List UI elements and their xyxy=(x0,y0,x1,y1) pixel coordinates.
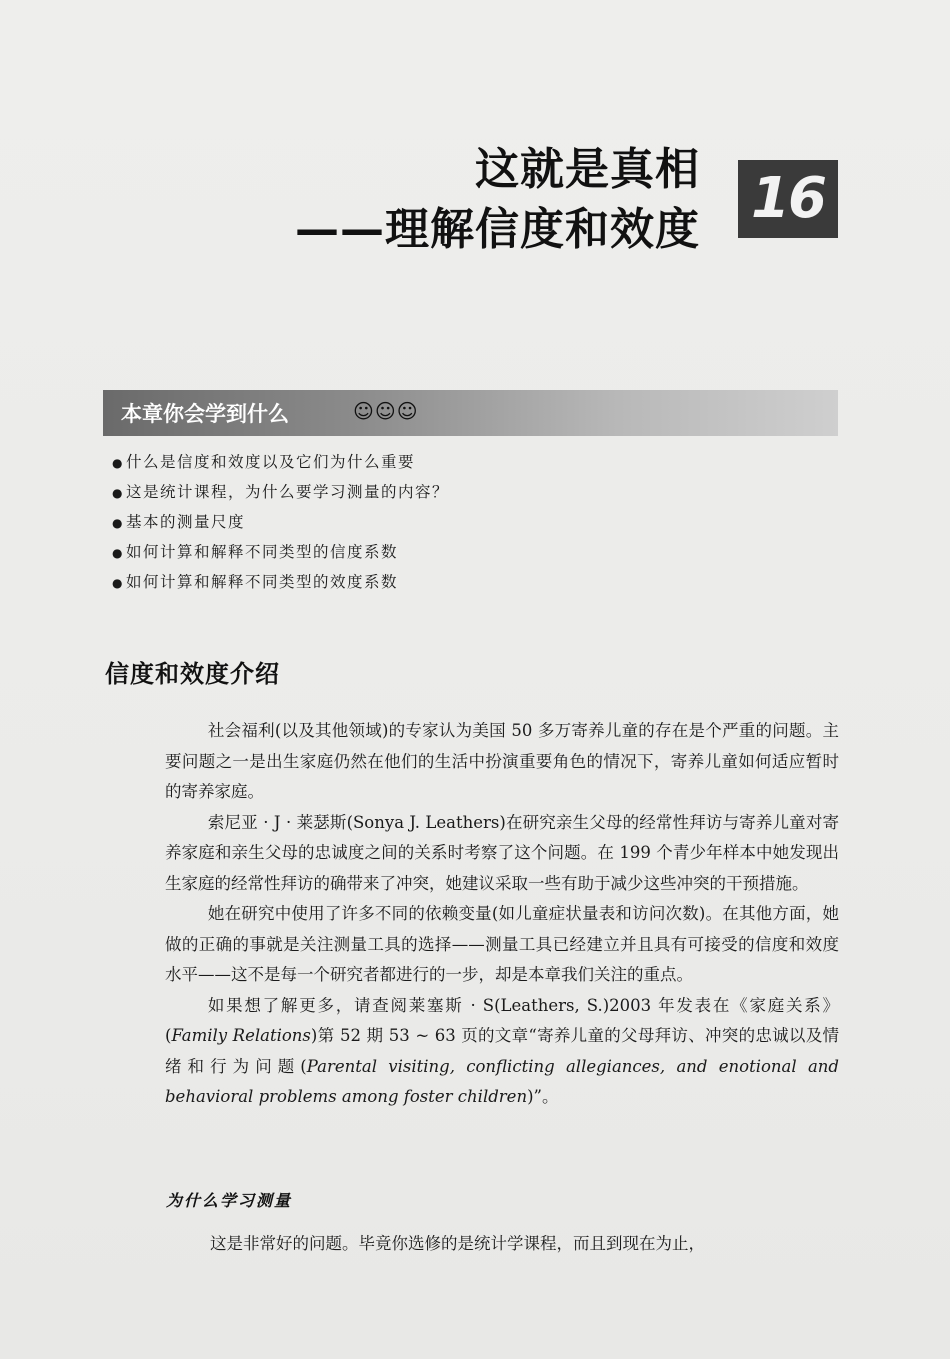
article-title: Parental visiting, conflicting allegiances, and enotional and behavioral problems among foster children xyxy=(165,1056,839,1106)
bullet-icon: ● xyxy=(112,516,124,530)
subsection-heading: 为什么学习测量 xyxy=(166,1191,293,1210)
learning-objectives-title: 本章你会学到什么 xyxy=(121,402,289,426)
paragraph-4: 如果想了解更多，请查阅莱塞斯 · S(Leathers, S.)2003 年发表在《家庭关系》(Family Relations)第 52 期 53 ~ 63 页的文章“寄养儿童的父母拜访、冲突的忠诚以及情绪和行为问题(Parental visiting, conflicting allegiances, and enotional and behavioral problems among foster children)”。 xyxy=(165,995,840,1106)
list-item: ● 这是统计课程，为什么要学习测量的内容？ xyxy=(112,481,449,511)
learning-objectives-list xyxy=(112,451,449,601)
smiley-icons: ☺☺☺ xyxy=(353,399,419,423)
subsection-first-line: 这是非常好的问题。毕竟你选修的是统计学课程，而且到现在为止， xyxy=(210,1234,705,1253)
bullet-icon: ● xyxy=(112,576,124,590)
chapter-title-line-2: ——理解信度和效度 xyxy=(295,204,700,255)
learning-objectives-banner xyxy=(103,390,838,436)
list-item: ● 如何计算和解释不同类型的效度系数 xyxy=(112,571,449,601)
journal-name: Family Relations xyxy=(171,1026,311,1045)
chapter-number-badge: 16 xyxy=(738,160,838,238)
bullet-icon: ● xyxy=(112,486,124,500)
chapter-title xyxy=(295,140,700,260)
bullet-icon: ● xyxy=(112,546,124,560)
list-item: ● 什么是信度和效度以及它们为什么重要 xyxy=(112,451,449,481)
paragraph-2: 索尼亚 · J · 莱瑟斯(Sonya J. Leathers)在研究亲生父母的经常性拜访与寄养儿童对寄养家庭和亲生父母的忠诚度之间的关系时考察了这个问题。在 199 个青少年样本中她发现出生家庭的经常性拜访的确带来了冲突，她建议采取一些有助于减少这些冲突的干预措施。 xyxy=(165,812,839,893)
chapter-title-line-1: 这就是真相 xyxy=(475,144,700,195)
section-body xyxy=(165,716,839,1113)
paragraph-1: 社会福利(以及其他领域)的专家认为美国 50 多万寄养儿童的存在是个严重的问题。主要问题之一是出生家庭仍然在他们的生活中扮演重要角色的情况下，寄养儿童如何适应暂时的寄养家庭。 xyxy=(165,721,839,801)
paragraph-3: 她在研究中使用了许多不同的依赖变量(如儿童症状量表和访问次数)。在其他方面，她做的正确的事就是关注测量工具的选择——测量工具已经建立并且具有可接受的信度和效度水平——这不是每一个研究者都进行的一步，却是本章我们关注的重点。 xyxy=(165,904,839,984)
bullet-icon: ● xyxy=(112,456,124,470)
section-heading: 信度和效度介绍 xyxy=(105,660,280,688)
list-item: ● 基本的测量尺度 xyxy=(112,511,449,541)
list-item: ● 如何计算和解释不同类型的信度系数 xyxy=(112,541,449,571)
